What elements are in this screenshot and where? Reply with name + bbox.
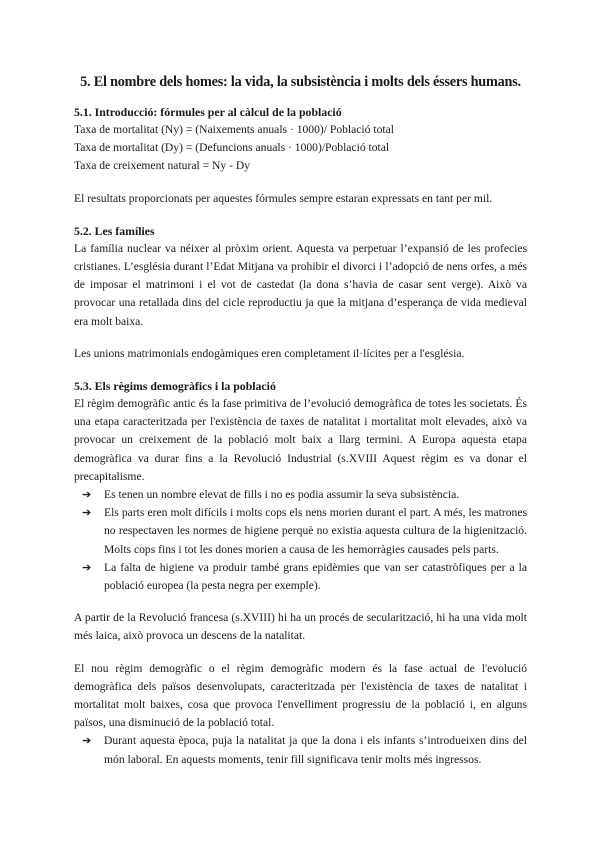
section-heading-5-3: 5.3. Els règims demogràfics i la població xyxy=(74,379,276,394)
paragraph: El resultats proporcionats per aquestes fórmules sempre estaran expressats en tant per mil. xyxy=(74,191,493,205)
paragraph: Les unions matrimonials endogàmiques eren completament il·lícites per a l'església. xyxy=(74,346,465,360)
paragraph: A partir de la Revolució francesa (s.XVIII) hi ha un procés de secularització, hi ha una vida molt més laica, això provoca un descens de la natalitat. xyxy=(74,611,527,643)
page-title: 5. El nombre dels homes: la vida, la subsistència i molts dels éssers humans. xyxy=(80,74,521,90)
paragraph: El règim demogràfic antic és la fase primitiva de l’evolució demogràfica de totes les societats. És una etapa caracteritzada per l'existència de taxes de natalitat i mortalitat molt elevades, això va provocar un creixement de la població molt baix a llarg termini. A Europa aquesta etapa demogràfica va durar fins a la Revolució Industrial (s.XVIII Aquest règim es va donar el precapitalisme. xyxy=(74,397,527,483)
formula-line: Taxa de mortalitat (Ny) = (Naixements anuals · 1000)/ Població total xyxy=(74,123,394,136)
arrow-right-icon: ➔ xyxy=(82,489,92,502)
section-heading-5-2: 5.2. Les famílies xyxy=(74,223,155,238)
section-heading-5-1: 5.1. Introducció: fórmules per al càlcul de la població xyxy=(74,105,342,119)
formula-line: Taxa de creixement natural = Ny - Dy xyxy=(74,159,251,173)
arrow-right-icon: ➔ xyxy=(82,561,92,574)
list-item: ➔ Durant aquesta època, puja la natalitat ja que la dona i els infants s’introdueixen dins del món laboral. En aquests moments, tenir fill significava tenir molts més ingressos. xyxy=(82,734,527,766)
arrow-right-icon: ➔ xyxy=(82,735,92,748)
document-page xyxy=(74,73,527,769)
arrow-right-icon: ➔ xyxy=(82,507,92,520)
list-item: ➔ Es tenen un nombre elevat de fills i no es podia assumir la seva subsistència. xyxy=(104,486,527,504)
bullet-list xyxy=(74,732,527,768)
bullet-list xyxy=(74,486,527,595)
list-item: ➔ Els parts eren molt difícils i molts cops els nens morien durant el part. A més, les matrones no respectaven les normes de higiene perquè no existia aquesta cultura de la higienització. Molts cops fins i tot les dones morien a causa de les hemorràgies causades pels parts. xyxy=(82,506,527,556)
formula-line: Taxa de mortalitat (Dy) = (Defuncions anuals · 1000)/Població total xyxy=(74,141,390,155)
paragraph: El nou règim demogràfic o el règim demogràfic modern és la fase actual de l'evolució demogràfica dels països desenvolupats, caracteritzada per l'existència de taxes de natalitat i mortalitat molt baixes, cosa que provoca l'envelliment progressiu de la població i, en alguns països, una disminució de la població total. xyxy=(74,661,527,730)
list-item: ➔ La falta de higiene va produir també grans epidèmies que van ser catastròfiques per a la població europea (la pesta negra per exemple). xyxy=(82,560,527,593)
paragraph: La família nuclear va néixer al pròxim orient. Aquesta va perpetuar l’expansió de les profecies cristianes. L’església durant l’Edat Mitjana va prohibir el divorci i l’adopció de nens orfes, a més de imposar el matrimoni i el vot de castedat (la dona s’havia de casar sent verge). Això va provocar una retallada dins del cicle reproductiu ja que la mitjana d’esperança de vida medieval era molt baixa. xyxy=(74,241,527,328)
